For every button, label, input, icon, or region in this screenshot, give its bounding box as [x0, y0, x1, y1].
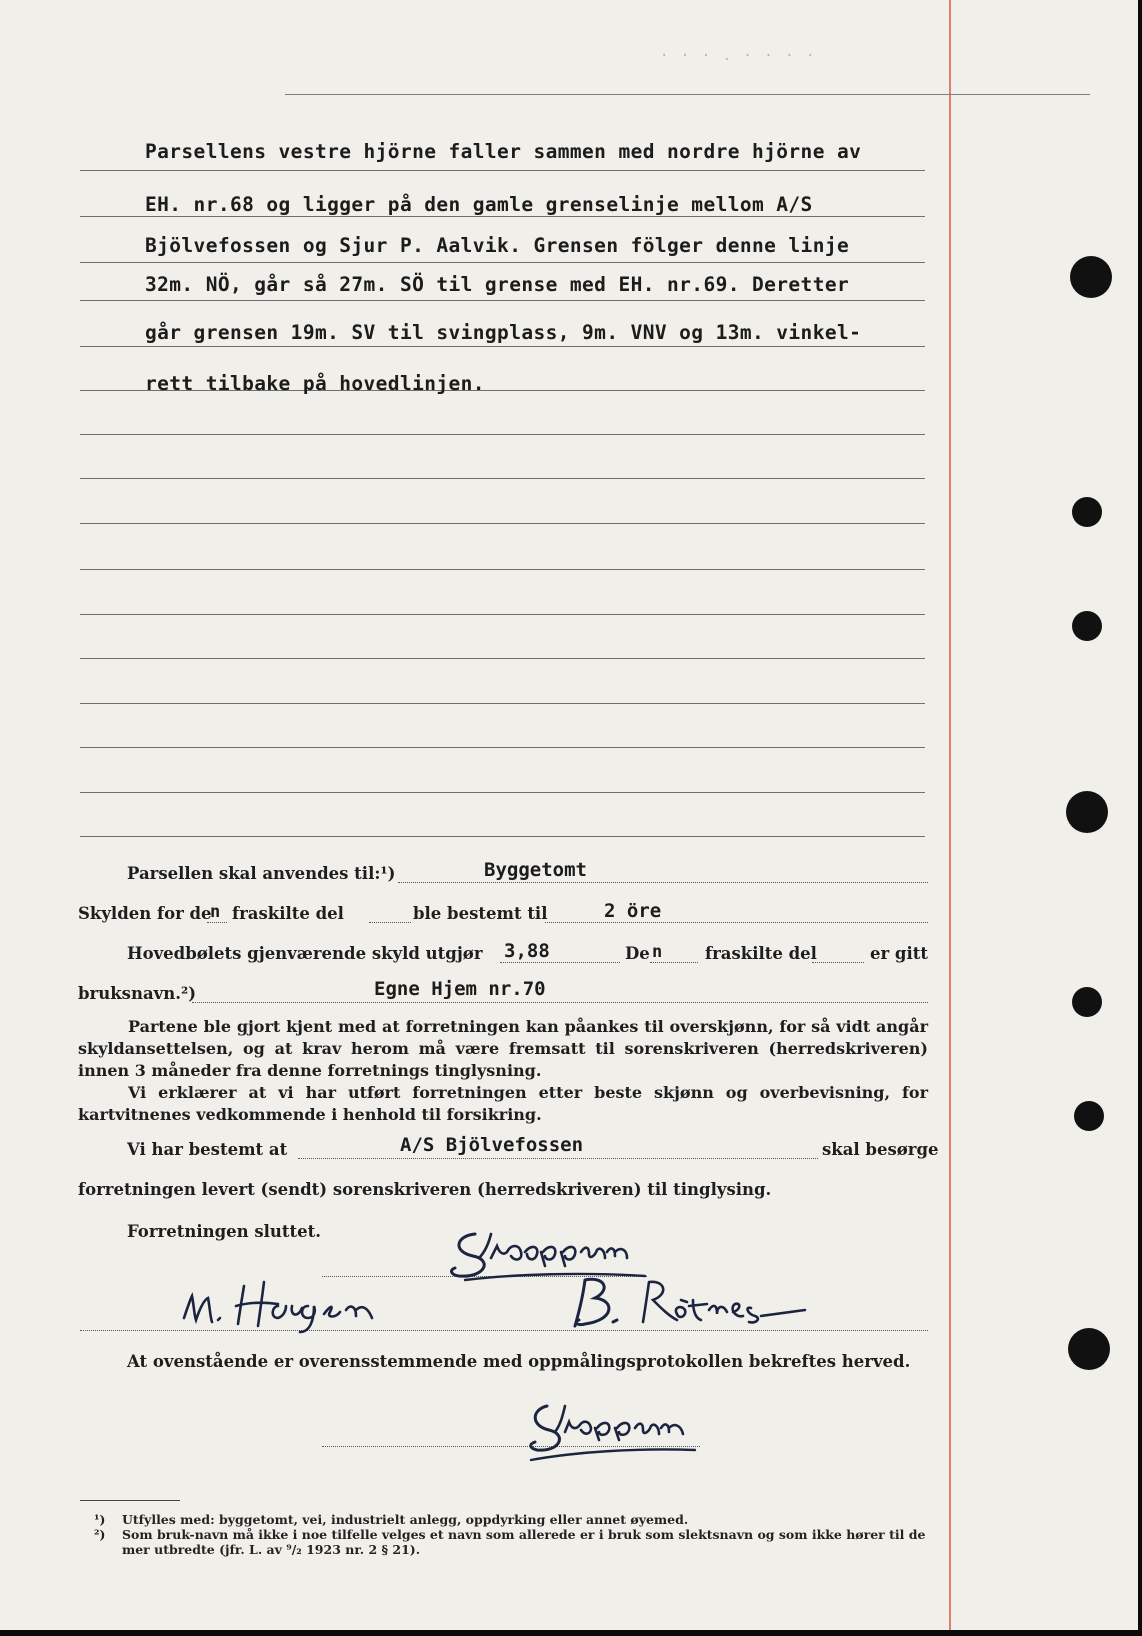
- binder-hole: [1072, 987, 1102, 1017]
- ruled-line: [80, 523, 925, 524]
- binder-hole: [1070, 256, 1112, 298]
- binder-hole: [1068, 1328, 1110, 1370]
- faint-header-mark: · · · . · · · ·: [660, 48, 817, 64]
- footnote-1-text: Utfylles med: byggetomt, vei, industrielt anlegg, oppdyrking eller annet øyemed.: [122, 1512, 689, 1527]
- description-line-2: EH. nr.68 og ligger på den gamle grenselinje mellom A/S: [145, 193, 813, 216]
- description-line-4: 32m. NÖ, går så 27m. SÖ til grense med EH. nr.69. Deretter: [145, 273, 850, 296]
- ruled-line: [80, 346, 925, 347]
- name-value: Egne Hjem nr.70: [374, 978, 546, 1000]
- deliver-label-3: forretningen levert (sendt) sorenskriveren (herredskriveren) til tinglysing.: [78, 1180, 772, 1199]
- ruled-line: [80, 658, 925, 659]
- signature-skoppum-2: [525, 1396, 715, 1466]
- tax-field-line-2: [369, 922, 411, 923]
- remaining-label-2: De: [625, 944, 650, 963]
- binder-hole: [1066, 791, 1108, 833]
- remaining-value: 3,88: [504, 940, 550, 962]
- tax-label-3: ble bestemt til: [413, 904, 548, 923]
- remaining-label: Hovedbølets gjenværende skyld utgjør: [127, 944, 483, 963]
- tax-field-line-3: [545, 922, 928, 923]
- use-value: Byggetomt: [484, 859, 587, 881]
- confirm-label: At ovenstående er overensstemmende med oppmålingsprotokollen bekreftes herved.: [127, 1352, 911, 1371]
- ruled-line: [80, 434, 925, 435]
- remaining-n: n: [652, 942, 663, 962]
- binder-hole: [1072, 611, 1102, 641]
- tax-n: n: [210, 902, 221, 922]
- use-label: Parsellen skal anvendes til:¹): [127, 864, 396, 883]
- ruled-line: [80, 569, 925, 570]
- ruled-line: [80, 478, 925, 479]
- ruled-line: [80, 216, 925, 217]
- appeal-paragraph: [78, 1016, 928, 1126]
- ruled-line: [80, 170, 925, 171]
- footnote-2: [94, 1527, 932, 1557]
- appeal-text: Partene ble gjort kjent med at forretningen kan påankes til overskjønn, for så vidt angår skyldansettelsen, og at krav herom må være fremsatt til sorenskriveren (herredskriveren) innen 3 måneder fra denne forretnings tinglysning.: [78, 1017, 928, 1080]
- description-line-6: rett tilbake på hovedlinjen.: [145, 372, 485, 395]
- margin-line: [949, 0, 951, 1630]
- ruled-line: [80, 703, 925, 704]
- name-label: bruksnavn.²): [78, 984, 196, 1003]
- signature-haugen: [180, 1276, 380, 1336]
- ruled-line: [80, 747, 925, 748]
- ruled-line: [80, 300, 925, 301]
- description-line-3: Bjölvefossen og Sjur P. Aalvik. Grensen fölger denne linje: [145, 234, 850, 257]
- declaration-text: Vi erklærer at vi har utført forretningen etter beste skjønn og overbevisning, for kartvitnenes vedkommende i henhold til forsikring.: [78, 1083, 928, 1124]
- binder-hole: [1074, 1101, 1104, 1131]
- use-field-line: [398, 882, 928, 883]
- deliver-label-2: skal besørge: [822, 1140, 939, 1159]
- footnote-2-number: ²): [94, 1527, 106, 1542]
- footnote-2-text: Som bruk-navn må ikke i noe tilfelle velges et navn som allerede er i bruk som slektsnavn og som ikke hører til de mer utbredte (jfr. L. av ⁹/₂ 1923 nr. 2 § 21).: [122, 1527, 926, 1557]
- closed-label: Forretningen sluttet.: [127, 1222, 322, 1241]
- remaining-label-4: er gitt: [870, 944, 928, 963]
- tax-label-1: Skylden for de: [78, 904, 212, 923]
- ruled-line: [80, 614, 925, 615]
- footnote-1-number: ¹): [94, 1512, 106, 1527]
- remaining-label-3: fraskilte del: [705, 944, 817, 963]
- signature-rotnes: [565, 1270, 815, 1336]
- remaining-field-line: [500, 962, 620, 963]
- top-rule: [285, 94, 1090, 95]
- name-field-line: [192, 1002, 928, 1003]
- description-line-1: Parsellens vestre hjörne faller sammen med nordre hjörne av: [145, 140, 862, 163]
- deliver-label-1: Vi har bestemt at: [127, 1140, 288, 1159]
- ruled-line: [80, 262, 925, 263]
- footnote-1: [94, 1512, 932, 1527]
- deliver-field-line: [298, 1158, 818, 1159]
- binder-hole: [1072, 497, 1102, 527]
- tax-value: 2 öre: [604, 900, 662, 922]
- deliver-value: A/S Bjölvefossen: [400, 1134, 584, 1156]
- description-line-5: går grensen 19m. SV til svingplass, 9m. VNV og 13m. vinkel-: [145, 321, 862, 344]
- remaining-field-line-3: [812, 962, 864, 963]
- tax-label-2: fraskilte del: [232, 904, 344, 923]
- remaining-field-line-2: [650, 962, 698, 963]
- footnote-rule: [80, 1500, 180, 1501]
- ruled-line: [80, 836, 925, 837]
- ruled-line: [80, 792, 925, 793]
- tax-field-line-1: [207, 922, 227, 923]
